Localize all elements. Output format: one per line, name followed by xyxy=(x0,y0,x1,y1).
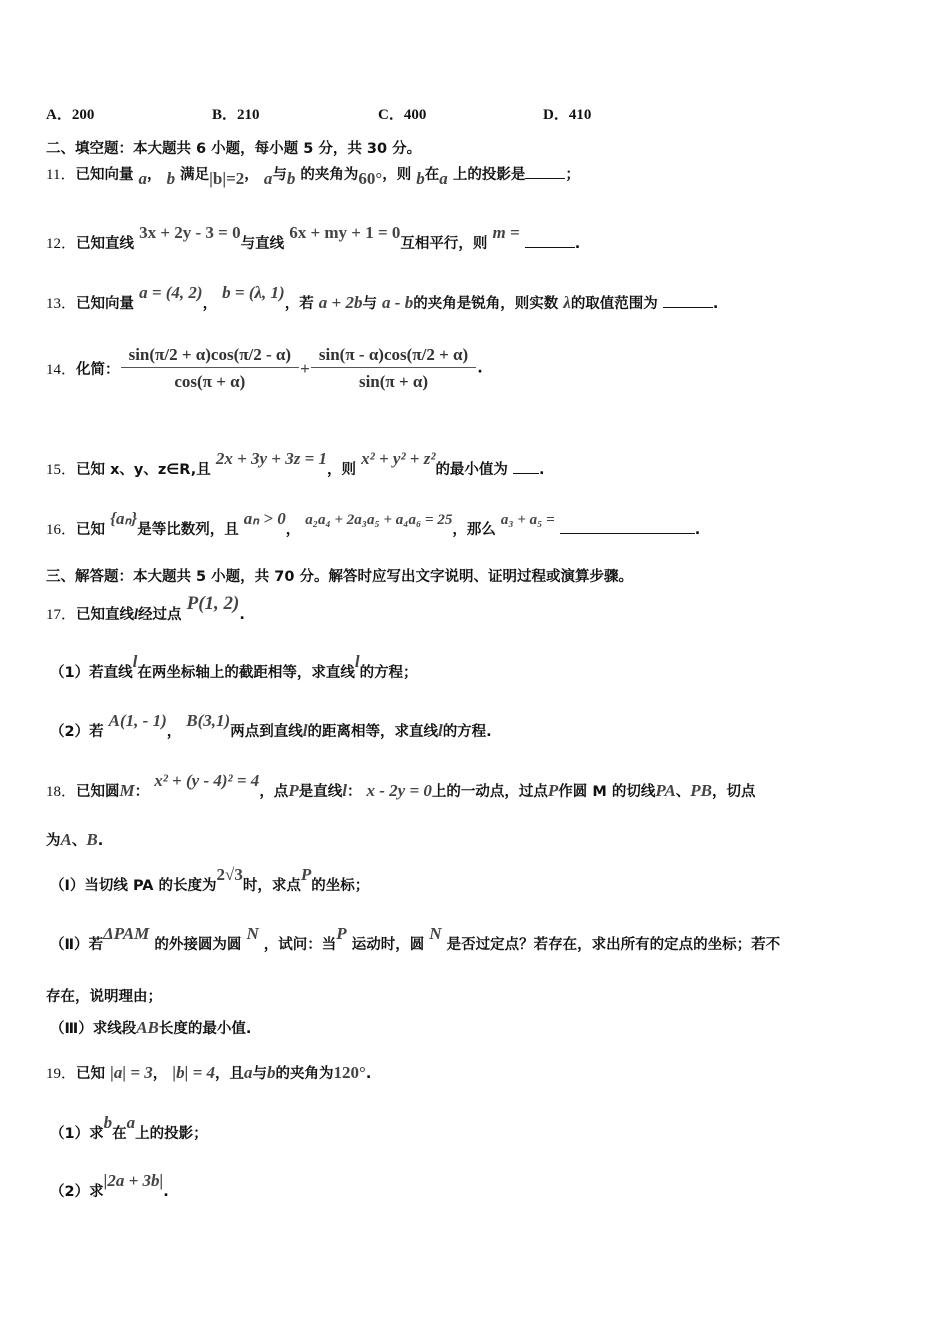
question-18-part-1: （Ⅰ）当切线 PA 的长度为2√3时，求点P的坐标； xyxy=(50,865,370,894)
answer-blank xyxy=(513,459,539,474)
question-18-part-2-cont: 存在，说明理由； xyxy=(46,989,162,1005)
question-13: 13．已知向量 a = (4, 2)， b = (λ, 1)，若 a + 2b与 a - b的夹角是锐角，则实数 λ的取值范围为 . xyxy=(46,283,719,312)
option-a: A．200 xyxy=(46,107,95,123)
answer-blank xyxy=(560,519,695,534)
question-18: 18．已知圆M： x² + (y - 4)² = 4，点P是直线l： x - 2y = 0上的一动点，过点P作圆 M 的切线PA、PB，切点 xyxy=(46,771,756,800)
answer-blank xyxy=(663,293,713,308)
option-d: D．410 xyxy=(543,107,592,123)
question-17: 17．已知直线l经过点 P(1, 2). xyxy=(46,593,245,623)
fraction-2: $\frac{\sin(\pi - \alpha)\cos(\pi/2 + \alpha)}{\sin(\pi + \alpha)}$ xyxy=(315,345,472,392)
question-17-part-2: （2）若 A(1, - 1)， B(3,1)两点到直线l的距离相等，求直线l的方程. xyxy=(50,711,492,740)
question-18-part-3: （Ⅲ）求线段AB长度的最小值. xyxy=(50,1018,252,1037)
question-11: 11．已知向量 a， b 满足|b|=2， a与b 的夹角为60°，则 b在a 上的投影是 ； xyxy=(46,163,580,184)
fraction-1: $\frac{\sin(\pi/2 + \alpha)\cos(\pi/2 - \alpha)}{\cos(\pi + \alpha)}$ xyxy=(125,345,296,392)
answer-blank xyxy=(525,164,565,179)
question-19: 19．已知 |a| = 3， |b| = 4，且a与b的夹角为120°. xyxy=(46,1063,372,1082)
section-heading-fill-in: 二、填空题：本大题共 6 小题，每小题 5 分，共 30 分。 xyxy=(46,141,422,157)
question-16: 16．已知 {aₙ}是等比数列，且 aₙ > 0， a₂a₄ + 2a₃a₅ + a₄a₆ = 25，那么 a₃ + a₅ = . xyxy=(46,509,701,538)
question-18-cont: 为A、B. xyxy=(46,830,104,849)
question-14: 14．化简： $\frac{\sin(\pi/2 + \alpha)\cos(\pi/2 - \alpha)}{\cos(\pi + \alpha)}$ + $\frac{\sin(\pi - \alpha)\cos(\pi/2 + \alpha)}{\sin(\pi + \alpha)}$ . xyxy=(46,345,483,391)
question-18-part-2: （Ⅱ）若ΔPAM 的外接圆为圆 N ，试问：当P 运动时，圆 N 是否过定点？若存在，求出所有的定点的坐标；若不 xyxy=(50,924,781,953)
question-12: 12．已知直线 3x + 2y - 3 = 0与直线 6x + my + 1 = 0互相平行，则 m = . xyxy=(46,223,581,252)
question-15: 15．已知 x、y、z∈R,且 2x + 3y + 3z = 1，则 x² + y² + z²的最小值为 . xyxy=(46,449,545,478)
question-19-part-2: （2）求|2a + 3b|. xyxy=(50,1171,169,1200)
section-heading-solutions: 三、解答题：本大题共 5 小题，共 70 分。解答时应写出文字说明、证明过程或演算步骤。 xyxy=(46,569,633,585)
option-b: B．210 xyxy=(212,107,260,123)
question-19-part-1: （1）求b在a上的投影； xyxy=(50,1113,208,1142)
answer-blank xyxy=(525,233,575,248)
question-17-part-1: （1）若直线l在两坐标轴上的截距相等，求直线l的方程； xyxy=(50,652,418,681)
option-c: C．400 xyxy=(378,107,427,123)
